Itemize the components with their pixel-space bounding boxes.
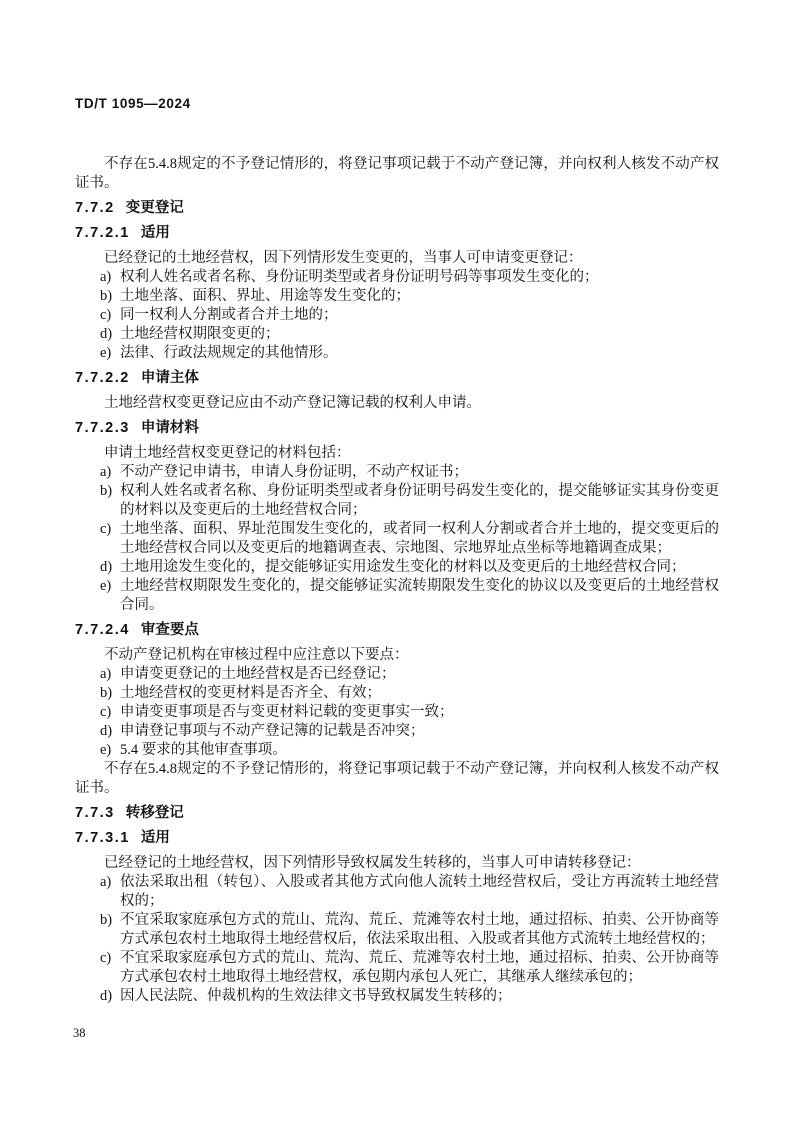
ordered-list [75, 873, 719, 1006]
section-heading [75, 621, 719, 640]
list-item [75, 703, 719, 722]
section-number: 7.7.3.1 [75, 830, 130, 846]
list-item [75, 577, 719, 615]
list-item-label: a) [100, 666, 112, 682]
list-item-label: e) [100, 578, 112, 594]
list-item-label: a) [100, 874, 112, 890]
section-title: 审查要点 [140, 622, 199, 638]
section-heading [75, 829, 719, 848]
list-item-label: e) [100, 345, 112, 361]
list-item-text: 土地用途发生变化的，提交能够证实用途发生变化的材料以及变更后的土地经营权合同； [120, 559, 686, 575]
list-item [75, 722, 719, 741]
list-item-label: b) [100, 483, 113, 499]
list-item-text: 因人民法院、仲裁机构的生效法律文书导致权属发生转移的； [120, 988, 512, 1004]
list-item-text: 申请变更登记的土地经营权是否已经登记； [120, 666, 396, 682]
section-title: 变更登记 [125, 200, 184, 216]
section-number: 7.7.2.2 [75, 370, 130, 386]
list-item [75, 268, 719, 287]
section-title: 适用 [140, 225, 170, 241]
list-item-text: 权利人姓名或者名称、身份证明类型或者身份证明号码等事项发生变化的； [120, 269, 599, 285]
list-item-text: 法律、行政法规规定的其他情形。 [120, 345, 338, 361]
list-item-text: 权利人姓名或者名称、身份证明类型或者身份证明号码发生变化的，提交能够证实其身份变更的材料以及变更后的土地经营权合同； [120, 483, 719, 518]
list-item [75, 873, 719, 911]
section-title: 转移登记 [125, 805, 184, 821]
list-item [75, 558, 719, 577]
list-item-label: d) [100, 559, 113, 575]
list-item-label: c) [100, 704, 112, 720]
paragraph: 不动产登记机构在审核过程中应注意以下要点： [104, 647, 409, 663]
list-item-text: 不宜采取家庭承包方式的荒山、荒沟、荒丘、荒滩等农村土地，通过招标、拍卖、公开协商等方式承包农村土地取得土地经营权后，依法采取出租、入股或者其他方式流转土地经营权的； [120, 912, 719, 947]
list-item [75, 344, 719, 363]
list-item-text: 土地经营权期限变更的； [120, 326, 280, 342]
document-body [75, 155, 719, 1006]
list-item-text: 同一权利人分割或者合并土地的； [120, 307, 338, 323]
list-item [75, 949, 719, 987]
list-item-text: 土地经营权期限发生变化的，提交能够证实流转期限发生变化的协议以及变更后的土地经营权合同。 [120, 578, 719, 613]
list-item [75, 987, 719, 1006]
list-item-label: d) [100, 326, 113, 342]
list-item [75, 482, 719, 520]
section-heading [75, 419, 719, 438]
list-item-label: a) [100, 464, 112, 480]
list-item-text: 不宜采取家庭承包方式的荒山、荒沟、荒丘、荒滩等农村土地，通过招标、拍卖、公开协商等方式承包农村土地取得土地经营权，承包期内承包人死亡，其继承人继续承包的； [120, 950, 719, 985]
list-item-label: c) [100, 521, 112, 537]
list-item [75, 741, 719, 760]
list-item [75, 665, 719, 684]
section-number: 7.7.2.1 [75, 225, 130, 241]
paragraph: 已经登记的土地经营权，因下列情形导致权属发生转移的，当事人可申请转移登记： [104, 855, 641, 871]
list-item-label: d) [100, 988, 113, 1004]
ordered-list [75, 268, 719, 363]
list-item-label: a) [100, 269, 112, 285]
list-item [75, 520, 719, 558]
list-item-text: 申请登记事项与不动产登记簿的记载是否冲突； [120, 723, 425, 739]
list-item-text: 土地经营权的变更材料是否齐全、有效； [120, 685, 381, 701]
list-item-label: b) [100, 685, 113, 701]
list-item-label: c) [100, 307, 112, 323]
list-item [75, 287, 719, 306]
list-item-text: 不动产登记申请书，申请人身份证明，不动产权证书； [120, 464, 468, 480]
list-item-label: b) [100, 912, 113, 928]
list-item-label: d) [100, 723, 113, 739]
list-item [75, 325, 719, 344]
section-heading [75, 804, 719, 823]
paragraph: 已经登记的土地经营权，因下列情形发生变更的，当事人可申请变更登记： [104, 250, 583, 266]
list-item-text: 申请变更事项是否与变更材料记载的变更事实一致； [120, 704, 454, 720]
paragraph: 申请土地经营权变更登记的材料包括： [104, 445, 351, 461]
section-number: 7.7.3 [75, 805, 115, 821]
list-item-text: 5.4 要求的其他审查事项。 [120, 742, 287, 758]
list-item-text: 土地坐落、面积、界址范围发生变化的，或者同一权利人分割或者合并土地的，提交变更后的土地经营权合同以及变更后的地籍调查表、宗地图、宗地界址点坐标等地籍调查成果； [120, 521, 719, 556]
list-item-label: e) [100, 742, 112, 758]
section-heading [75, 224, 719, 243]
list-item-text: 土地坐落、面积、界址、用途等发生变化的； [120, 288, 410, 304]
paragraph: 不存在5.4.8规定的不予登记情形的，将登记事项记载于不动产登记簿，并向权利人核发不动产权证书。 [75, 156, 719, 191]
section-title: 申请主体 [140, 370, 199, 386]
section-heading [75, 369, 719, 388]
ordered-list [75, 665, 719, 760]
list-item-label: b) [100, 288, 113, 304]
list-item [75, 463, 719, 482]
section-number: 7.7.2.4 [75, 622, 130, 638]
section-title: 适用 [140, 830, 170, 846]
list-item-text: 依法采取出租（转包）、入股或者其他方式向他人流转土地经营权后，受让方再流转土地经营权的； [120, 874, 719, 909]
section-title: 申请材料 [140, 420, 199, 436]
section-number: 7.7.2 [75, 200, 115, 216]
section-heading [75, 199, 719, 218]
list-item-label: c) [100, 950, 112, 966]
list-item [75, 306, 719, 325]
paragraph: 不存在5.4.8规定的不予登记情形的，将登记事项记载于不动产登记簿，并向权利人核发不动产权证书。 [75, 761, 719, 796]
page-number: 38 [73, 1026, 86, 1040]
list-item [75, 911, 719, 949]
section-number: 7.7.2.3 [75, 420, 130, 436]
paragraph: 土地经营权变更登记应由不动产登记簿记载的权利人申请。 [104, 395, 481, 411]
list-item [75, 684, 719, 703]
ordered-list [75, 463, 719, 615]
standard-code-header: TD/T 1095—2024 [75, 96, 191, 111]
